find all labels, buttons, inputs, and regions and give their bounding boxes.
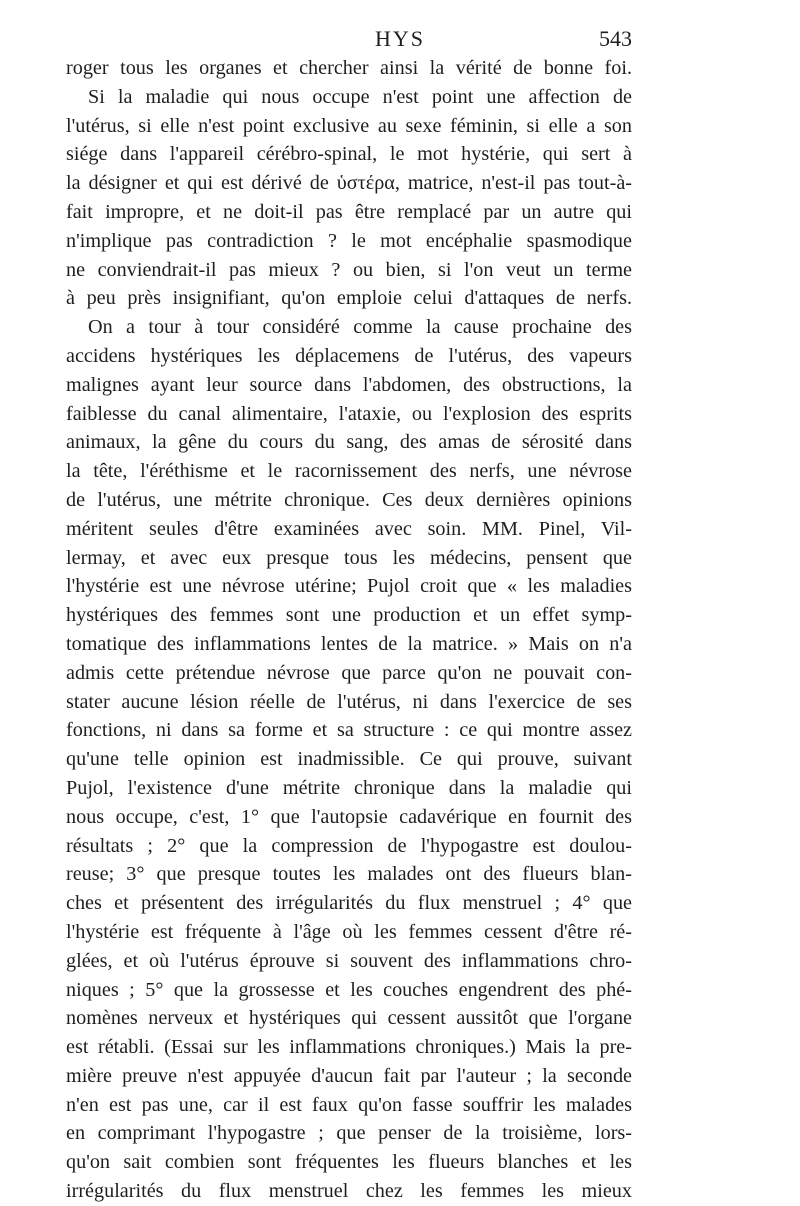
text-line: l'utérus, si elle n'est point exclusive au sexe féminin, si elle a son	[66, 114, 632, 137]
text-line: est rétabli. (Essai sur les inflammations chroniques.) Mais la pre-	[66, 1036, 632, 1059]
text-line: faiblesse du canal alimentaire, l'ataxie, ou l'explosion des esprits	[66, 402, 632, 425]
text-line: niques ; 5° que la grossesse et les couches engendrent des phé-	[66, 978, 632, 1001]
text-line: Pujol, l'existence d'une métrite chronique dans la maladie qui	[66, 776, 632, 799]
page-number: 543	[599, 26, 632, 51]
text-line: hystériques des femmes sont une production et un effet symp-	[66, 604, 632, 627]
text-line: en comprimant l'hypogastre ; que penser de la troisième, lors-	[66, 1122, 632, 1145]
text-line: la désigner et qui est dérivé de ὑστέρα, matrice, n'est-il pas tout-à-	[66, 172, 632, 195]
text-line: la tête, l'éréthisme et le racornissement des nerfs, une névrose	[66, 460, 632, 483]
text-line: malignes ayant leur source dans l'abdomen, des obstructions, la	[66, 373, 632, 396]
text-line: On a tour à tour considéré comme la cause prochaine des	[88, 316, 632, 339]
text-line: roger tous les organes et chercher ainsi la vérité de bonne foi.	[66, 57, 632, 79]
text-line: l'hystérie est une névrose utérine; Pujol croit que « les maladies	[66, 575, 632, 598]
text-line: qu'une telle opinion est inadmissible. Ce qui prouve, suivant	[66, 748, 632, 771]
text-line: admis cette prétendue névrose que parce qu'on ne pouvait con-	[66, 661, 632, 684]
text-line: tomatique des inflammations lentes de la matrice. » Mais on n'a	[66, 632, 632, 655]
text-line: fait impropre, et ne doit-il pas être remplacé par un autre qui	[66, 200, 632, 223]
text-line: ne conviendrait-il pas mieux ? ou bien, si l'on veut un terme	[66, 258, 632, 281]
text-line: nomènes nerveux et hystériques qui cessent aussitôt que l'organe	[66, 1007, 632, 1030]
body-text	[66, 54, 632, 1206]
text-line: ches et présentent des irrégularités du flux menstruel ; 4° que	[66, 892, 632, 915]
text-line: résultats ; 2° que la compression de l'hypogastre est doulou-	[66, 834, 632, 857]
running-header	[0, 26, 800, 52]
text-line: Si la maladie qui nous occupe n'est point une affection de	[88, 85, 632, 108]
text-line: irrégularités du flux menstruel chez les femmes les mieux	[66, 1180, 632, 1203]
text-line: siége dans l'appareil cérébro-spinal, le mot hystérie, qui sert à	[66, 143, 632, 166]
running-title: HYS	[374, 26, 425, 51]
text-line: lermay, et avec eux presque tous les médecins, pensent que	[66, 546, 632, 569]
text-line: stater aucune lésion réelle de l'utérus, ni dans l'exercice de ses	[66, 690, 632, 713]
text-line: animaux, la gêne du cours du sang, des amas de sérosité dans	[66, 431, 632, 454]
text-line: méritent seules d'être examinées avec soin. MM. Pinel, Vil-	[66, 517, 632, 540]
text-line: glées, et où l'utérus éprouve si souvent des inflammations chro-	[66, 949, 632, 972]
text-line: n'implique pas contradiction ? le mot encéphalie spasmodique	[66, 229, 632, 252]
text-line: fonctions, ni dans sa forme et sa structure : ce qui montre assez	[66, 719, 632, 742]
text-line: à peu près insignifiant, qu'on emploie celui d'attaques de nerfs.	[66, 287, 632, 310]
text-line: de l'utérus, une métrite chronique. Ces deux dernières opinions	[66, 488, 632, 511]
text-line: accidens hystériques les déplacemens de l'utérus, des vapeurs	[66, 344, 632, 367]
text-line: qu'on sait combien sont fréquentes les flueurs blanches et les	[66, 1151, 632, 1174]
text-line: reuse; 3° que presque toutes les malades ont des flueurs blan-	[66, 863, 632, 886]
text-line: nous occupe, c'est, 1° que l'autopsie cadavérique en fournit des	[66, 805, 632, 828]
text-line: l'hystérie est fréquente à l'âge où les femmes cessent d'être ré-	[66, 920, 632, 943]
text-line: mière preuve n'est appuyée d'aucun fait par l'auteur ; la seconde	[66, 1064, 632, 1087]
text-line: n'en est pas une, car il est faux qu'on fasse souffrir les malades	[66, 1093, 632, 1116]
